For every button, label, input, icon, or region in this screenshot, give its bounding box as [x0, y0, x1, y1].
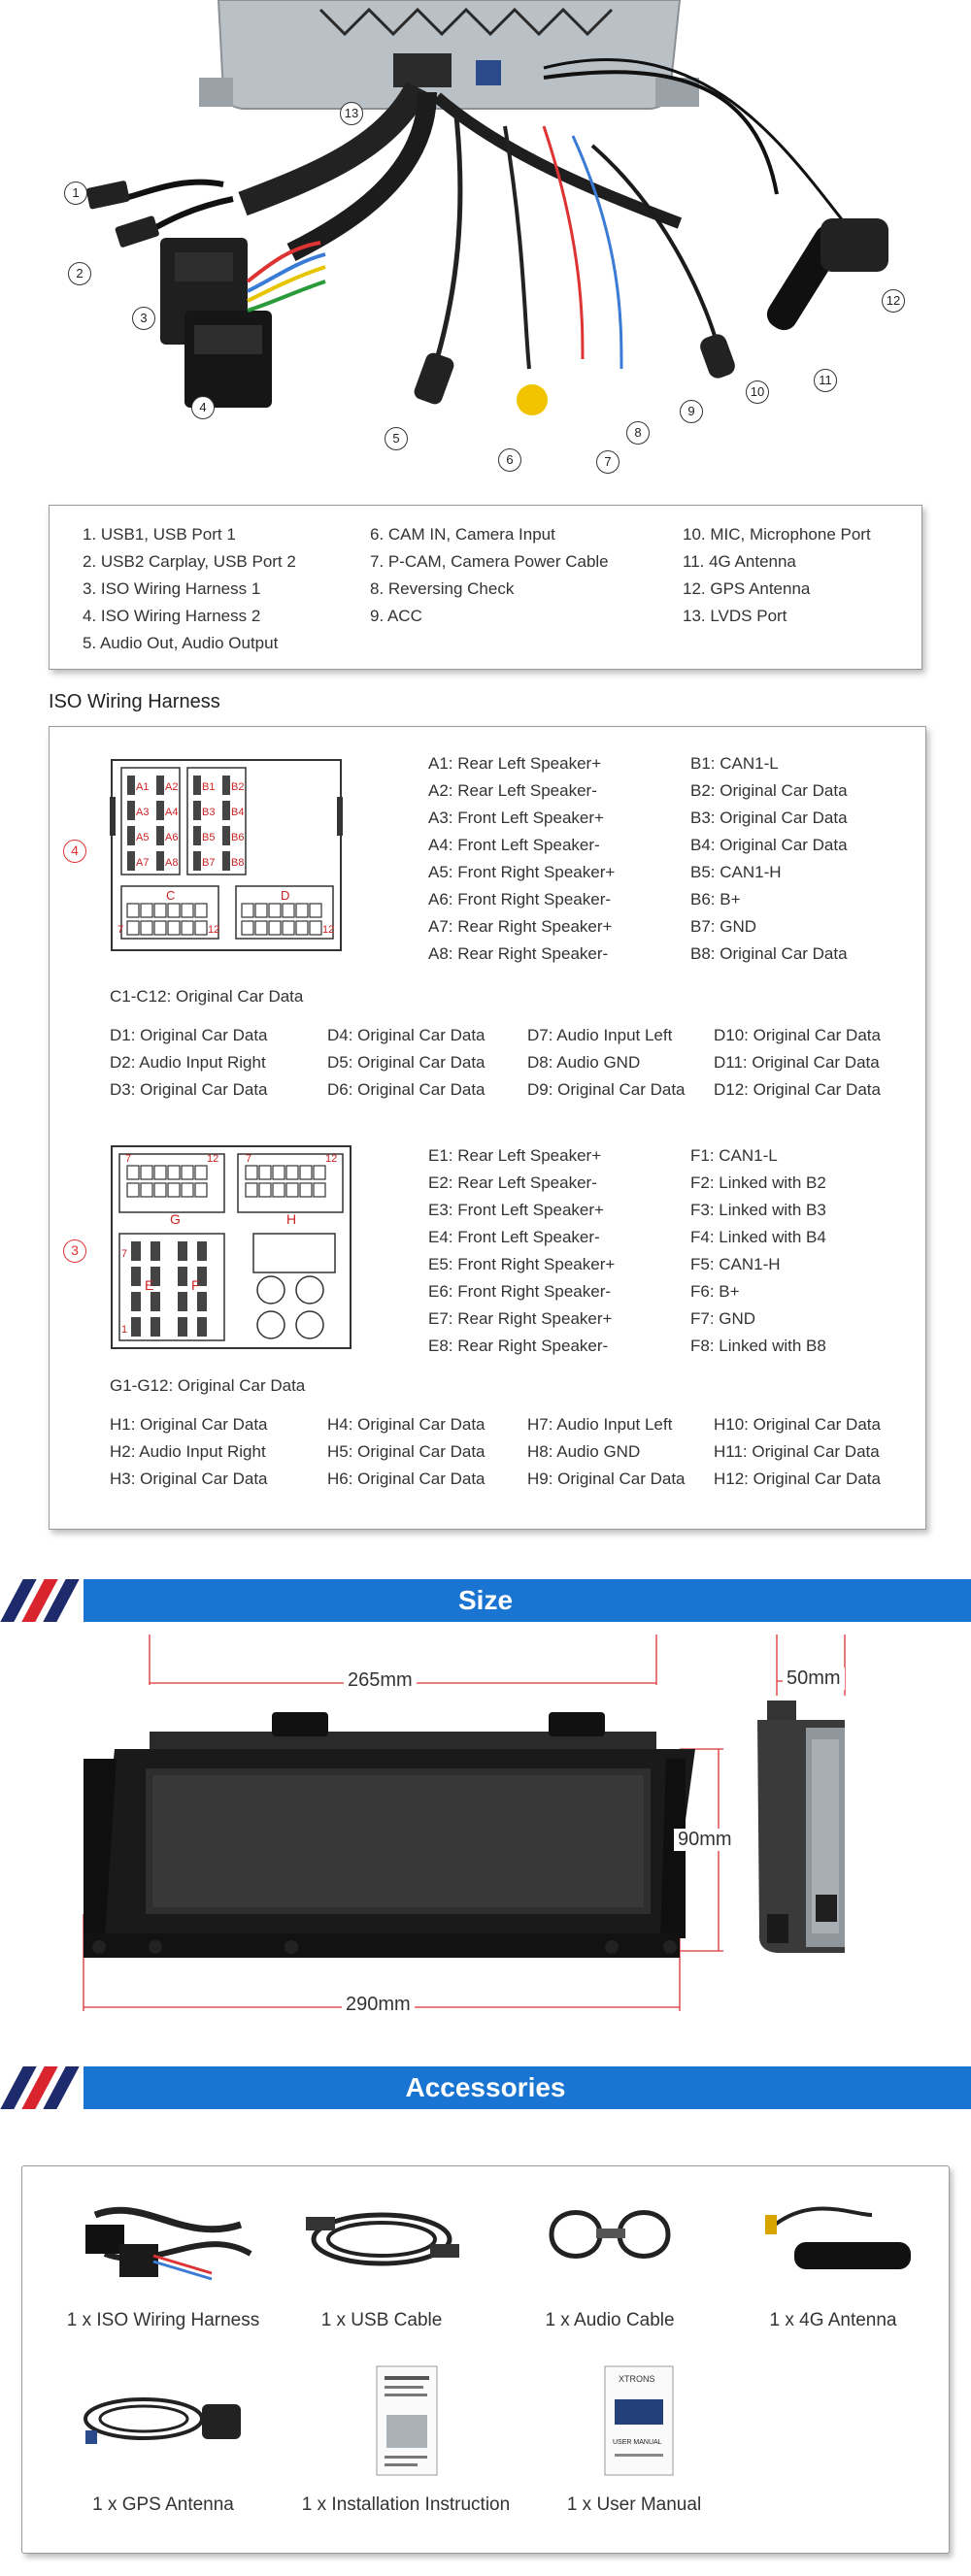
- group-label-f: F: [191, 1277, 200, 1293]
- pin-item: H1: Original Car Data: [110, 1415, 268, 1434]
- pin-item: A7: Rear Right Speaker+: [428, 917, 613, 936]
- manual-title: USER MANUAL: [613, 2439, 662, 2446]
- legend-item: 5. Audio Out, Audio Output: [83, 634, 279, 652]
- pin-label: B1: [202, 781, 216, 793]
- pin-item: A6: Front Right Speaker-: [428, 890, 612, 908]
- pin-label: A7: [136, 857, 150, 869]
- pin-item: D9: Original Car Data: [527, 1080, 686, 1099]
- pin-number: 12: [208, 924, 220, 936]
- pin-item: H6: Original Car Data: [327, 1470, 486, 1488]
- pin-item: D11: Original Car Data: [714, 1053, 880, 1072]
- pin-label: B3: [202, 807, 216, 818]
- width-dimension: 265mm: [344, 1669, 417, 1692]
- pin-item: A8: Rear Right Speaker-: [428, 944, 609, 963]
- pin-number: 12: [325, 1153, 338, 1165]
- iso-harness-box: [49, 726, 926, 1530]
- legend-column-1: [83, 521, 296, 657]
- accessory-usb-cable: [270, 2186, 493, 2361]
- callout-13: 13: [340, 102, 363, 125]
- pin-item: B7: GND: [690, 917, 757, 936]
- pin-item: D8: Audio GND: [527, 1053, 641, 1072]
- pin-item: E4: Front Left Speaker-: [428, 1228, 600, 1246]
- pin-item: F4: Linked with B4: [690, 1228, 826, 1246]
- pin-item: E7: Rear Right Speaker+: [428, 1309, 613, 1328]
- overall-width-dimension: 290mm: [342, 1994, 415, 2016]
- harness-1-callout: 3: [63, 1239, 86, 1263]
- audio-cable-icon: [513, 2186, 707, 2293]
- group-label-g: G: [170, 1211, 181, 1227]
- legend-item: 11. 4G Antenna: [683, 552, 796, 571]
- pin-number: 12: [322, 924, 335, 936]
- pin-item: H10: Original Car Data: [714, 1415, 881, 1434]
- callout-12: 12: [882, 289, 905, 313]
- accessories-banner: [0, 2066, 971, 2109]
- pin-label: B7: [202, 857, 216, 869]
- accessory-label: 1 x Installation Instruction: [301, 2494, 511, 2515]
- a-pin-list: [428, 750, 615, 968]
- pin-item: E3: Front Left Speaker+: [428, 1201, 604, 1219]
- accessory-4g-antenna: [721, 2186, 945, 2361]
- depth-dimension: 50mm: [783, 1668, 845, 1690]
- pin-item: H8: Audio GND: [527, 1442, 641, 1461]
- pin-item: B3: Original Car Data: [690, 809, 848, 827]
- pin-item: F7: GND: [690, 1309, 756, 1328]
- callout-9: 9: [680, 400, 703, 423]
- pin-item: B5: CAN1-H: [690, 863, 782, 881]
- gps-antenna-icon: [66, 2361, 260, 2477]
- pin-label: A3: [136, 807, 150, 818]
- callout-7: 7: [596, 450, 619, 474]
- pin-item: F1: CAN1-L: [690, 1146, 778, 1165]
- manual-brand: XTRONS: [619, 2374, 655, 2384]
- 4g-antenna-icon: [736, 2186, 930, 2293]
- pin-label: A4: [165, 807, 179, 818]
- callout-2: 2: [68, 262, 91, 285]
- callout-11: 11: [814, 369, 837, 392]
- pin-item: F3: Linked with B3: [690, 1201, 826, 1219]
- pin-item: B2: Original Car Data: [690, 781, 848, 800]
- legend-item: 2. USB2 Carplay, USB Port 2: [83, 552, 296, 571]
- pin-item: E6: Front Right Speaker-: [428, 1282, 612, 1301]
- accessory-label: 1 x GPS Antenna: [92, 2494, 234, 2515]
- accessories-title: Accessories: [84, 2066, 971, 2109]
- group-label-h: H: [286, 1211, 297, 1227]
- pin-item: B4: Original Car Data: [690, 836, 848, 854]
- accessory-gps-antenna: [51, 2361, 275, 2545]
- legend-item: 3. ISO Wiring Harness 1: [83, 579, 261, 598]
- accessory-audio-cable: [498, 2186, 721, 2361]
- pin-item: H5: Original Car Data: [327, 1442, 486, 1461]
- pin-item: A2: Rear Left Speaker-: [428, 781, 597, 800]
- usb-cable-icon: [285, 2186, 479, 2293]
- pin-label: A2: [165, 781, 179, 793]
- pin-label: B8: [231, 857, 245, 869]
- accessory-label: 1 x USB Cable: [320, 2310, 443, 2330]
- pin-item: E1: Rear Left Speaker+: [428, 1146, 602, 1165]
- pin-item: E2: Rear Left Speaker-: [428, 1173, 597, 1192]
- callout-10: 10: [746, 380, 769, 404]
- pin-label: B4: [231, 807, 245, 818]
- pin-number: 7: [121, 1248, 128, 1260]
- pin-item: D2: Audio Input Right: [110, 1053, 266, 1072]
- legend-column-3: [683, 521, 871, 630]
- harness-2-diagram: [110, 758, 343, 952]
- harness-2-callout: 4: [63, 840, 86, 863]
- group-label-c: C: [166, 888, 176, 903]
- pin-item: D12: Original Car Data: [714, 1080, 881, 1099]
- pin-item: D10: Original Car Data: [714, 1026, 881, 1044]
- instruction-sheet-icon: [309, 2361, 503, 2481]
- pin-item: H12: Original Car Data: [714, 1470, 881, 1488]
- accessory-iso-harness: [51, 2186, 275, 2361]
- legend-item: 1. USB1, USB Port 1: [83, 525, 236, 544]
- group-label-e: E: [145, 1277, 154, 1293]
- pin-item: H2: Audio Input Right: [110, 1442, 266, 1461]
- pin-item: H7: Audio Input Left: [527, 1415, 673, 1434]
- pin-item: H9: Original Car Data: [527, 1470, 686, 1488]
- pin-item: D7: Audio Input Left: [527, 1026, 673, 1044]
- pin-label: B6: [231, 832, 245, 843]
- pin-label: A6: [165, 832, 179, 843]
- note-text: C1-C12: Original Car Data: [110, 987, 304, 1006]
- callout-6: 6: [498, 448, 521, 472]
- pin-item: F2: Linked with B2: [690, 1173, 826, 1192]
- pin-item: H4: Original Car Data: [327, 1415, 486, 1434]
- legend-item: 4. ISO Wiring Harness 2: [83, 607, 261, 625]
- legend-item: 7. P-CAM, Camera Power Cable: [370, 552, 609, 571]
- b-pin-list: [690, 750, 848, 968]
- callout-3: 3: [132, 307, 155, 330]
- callout-4: 4: [191, 396, 215, 419]
- iso-harness-icon: [66, 2186, 260, 2293]
- pin-item: H11: Original Car Data: [714, 1442, 880, 1461]
- callout-1: 1: [64, 182, 87, 205]
- accessory-label: 1 x 4G Antenna: [769, 2310, 897, 2330]
- pin-item: H3: Original Car Data: [110, 1470, 268, 1488]
- accessory-installation-instruction: [294, 2361, 518, 2545]
- callout-5: 5: [385, 427, 408, 450]
- pin-item: A1: Rear Left Speaker+: [428, 754, 602, 773]
- pin-number: 7: [246, 1153, 252, 1165]
- pin-item: B8: Original Car Data: [690, 944, 848, 963]
- pin-number: 7: [117, 924, 124, 936]
- legend-item: 13. LVDS Port: [683, 607, 787, 625]
- pin-item: B1: CAN1-L: [690, 754, 779, 773]
- size-title: Size: [84, 1579, 971, 1622]
- pin-number: 12: [207, 1153, 219, 1165]
- wiring-photo: [0, 0, 971, 485]
- pin-item: D1: Original Car Data: [110, 1026, 268, 1044]
- legend-column-2: [370, 521, 609, 630]
- pin-item: B6: B+: [690, 890, 741, 908]
- size-diagram: [0, 1623, 971, 2031]
- pin-item: F5: CAN1-H: [690, 1255, 781, 1273]
- accessory-label: 1 x ISO Wiring Harness: [66, 2310, 260, 2330]
- pin-item: A5: Front Right Speaker+: [428, 863, 616, 881]
- pin-number: 7: [125, 1153, 132, 1165]
- legend-item: 10. MIC, Microphone Port: [683, 525, 871, 544]
- pin-item: D5: Original Car Data: [327, 1053, 486, 1072]
- accessory-label: 1 x Audio Cable: [545, 2310, 675, 2330]
- legend-item: 6. CAM IN, Camera Input: [370, 525, 555, 544]
- iso-section-title: ISO Wiring Harness: [49, 691, 220, 712]
- pin-item: A3: Front Left Speaker+: [428, 809, 604, 827]
- pin-item: F8: Linked with B8: [690, 1337, 826, 1355]
- pin-item: D4: Original Car Data: [327, 1026, 486, 1044]
- e-pin-list: [428, 1142, 615, 1360]
- pin-item: D3: Original Car Data: [110, 1080, 268, 1099]
- pin-label: A5: [136, 832, 150, 843]
- port-legend: [49, 505, 922, 670]
- callout-8: 8: [626, 421, 650, 445]
- pin-item: A4: Front Left Speaker-: [428, 836, 600, 854]
- height-dimension: 90mm: [674, 1829, 736, 1851]
- legend-item: 9. ACC: [370, 607, 422, 625]
- accessory-label: 1 x User Manual: [566, 2494, 702, 2515]
- size-banner: [0, 1579, 971, 1622]
- pin-label: A1: [136, 781, 150, 793]
- pin-number: 1: [121, 1324, 128, 1336]
- pin-item: E8: Rear Right Speaker-: [428, 1337, 609, 1355]
- legend-item: 12. GPS Antenna: [683, 579, 811, 598]
- accessory-user-manual: [522, 2361, 746, 2545]
- group-label-d: D: [281, 888, 290, 903]
- wiring-illustration: [0, 0, 971, 485]
- harness-1-diagram: [110, 1144, 352, 1350]
- pin-label: A8: [165, 857, 179, 869]
- pin-item: D6: Original Car Data: [327, 1080, 486, 1099]
- pin-item: F6: B+: [690, 1282, 740, 1301]
- pin-label: B5: [202, 832, 216, 843]
- legend-item: 8. Reversing Check: [370, 579, 515, 598]
- f-pin-list: [690, 1142, 826, 1360]
- user-manual-icon: [537, 2361, 731, 2481]
- note-text: G1-G12: Original Car Data: [110, 1376, 306, 1395]
- accessories-box: [21, 2165, 950, 2554]
- pin-label: B2: [231, 781, 245, 793]
- pin-item: E5: Front Right Speaker+: [428, 1255, 616, 1273]
